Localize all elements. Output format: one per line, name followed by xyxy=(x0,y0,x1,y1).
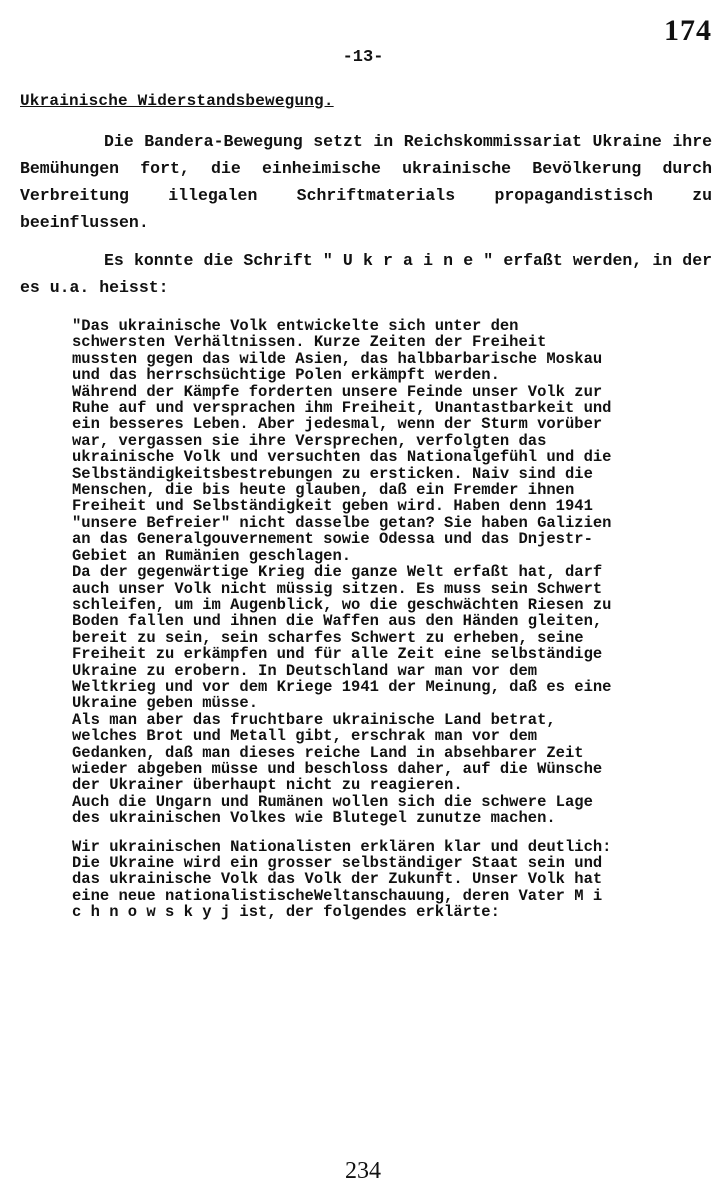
section-heading: Ukrainische Widerstandsbewegung. xyxy=(20,92,334,110)
page-marker: -13- xyxy=(342,48,384,67)
quote-paragraph: Die Ukraine wird ein grosser selbständiger Staat sein und das ukrainische Volk das Volk der Zukunft. Unser Volk hat eine neue nationalistischeWeltanschauung, deren Vater M i c h n o w s k y j ist, der folgendes erklärte: xyxy=(72,854,603,922)
archive-page-number: 174 xyxy=(664,14,712,47)
quote-paragraph: Wir ukrainischen Nationalisten erklären klar und deutlich: xyxy=(72,837,612,856)
quote-paragraph: Als man aber das fruchtbare ukrainische Land betrat, welches Brot und Metall gibt, erschrak man vor dem Gedanken, daß man dieses reiche Land in absehbarer Zeit wieder abgeben müsse und beschloss daher, auf die Wünsche der Ukrainer überhaupt nicht zu reagieren. xyxy=(72,710,603,795)
intro-paragraph: Es konnte die Schrift " U k r a i n e " erfaßt werden, in der es u.a. heisst: xyxy=(20,251,712,297)
quoted-text xyxy=(72,318,618,921)
quote-paragraph: Auch die Ungarn und Rumänen wollen sich die schwere Lage des ukrainischen Volkes wie Blutegel zunutze machen. xyxy=(72,792,593,828)
folio-number: 234 xyxy=(345,1158,381,1184)
quote-paragraph: "Das ukrainische Volk entwickelte sich unter den schwersten Verhältnissen. Kurze Zeiten der Freiheit mussten gegen das wilde Asien, das halbbarbarische Moskau und das herrschsüchtige Polen erkämpft werden. xyxy=(72,317,603,385)
intro-text xyxy=(20,128,712,312)
quote-paragraph: Da der gegenwärtige Krieg die ganze Welt erfaßt hat, darf auch unser Volk nicht müssig sitzen. Es muss sein Schwert schleifen, um im Augenblick, wo die geschwächten Riesen zu Boden fallen und ihnen die Waffen aus den Händen gleiten, bereit zu sein, sein scharfes Schwert zu erheben, seine Freiheit zu erkämpfen und für alle Zeit eine selbständige Ukraine zu erobern. In Deutschland war man vor dem Weltkrieg und vor dem Kriege 1941 der Meinung, daß es eine Ukraine geben müsse. xyxy=(72,563,612,713)
quote-paragraph: Während der Kämpfe forderten unsere Feinde unser Volk zur Ruhe auf und versprachen ihm Freiheit, Unantastbarkeit und ein besseres Leben. Aber jedesmal, wenn der Sturm vorüber war, vergassen sie ihre Versprechen, verfolgten das ukrainische Volk und versuchten das Nationalgefühl und die Selbständigkeitsbestrebungen zu ersticken. Naiv sind die Menschen, die bis heute glauben, daß ein Fremder ihnen Freiheit und Selbständigkeit geben wird. Haben denn 1941 "unsere Befreier" nicht dasselbe getan? Sie haben Galizien an das Generalgouvernement sowie Odessa und das Dnjestr-Gebiet an Rumänien geschlagen. xyxy=(72,382,612,565)
intro-paragraph: Die Bandera-Bewegung setzt in Reichskommissariat Ukraine ihre Bemühungen fort, die einheimische ukrainische Bevölkerung durch Verbreitung illegalen Schriftmaterials propagandistisch zu beeinflussen. xyxy=(20,132,712,232)
